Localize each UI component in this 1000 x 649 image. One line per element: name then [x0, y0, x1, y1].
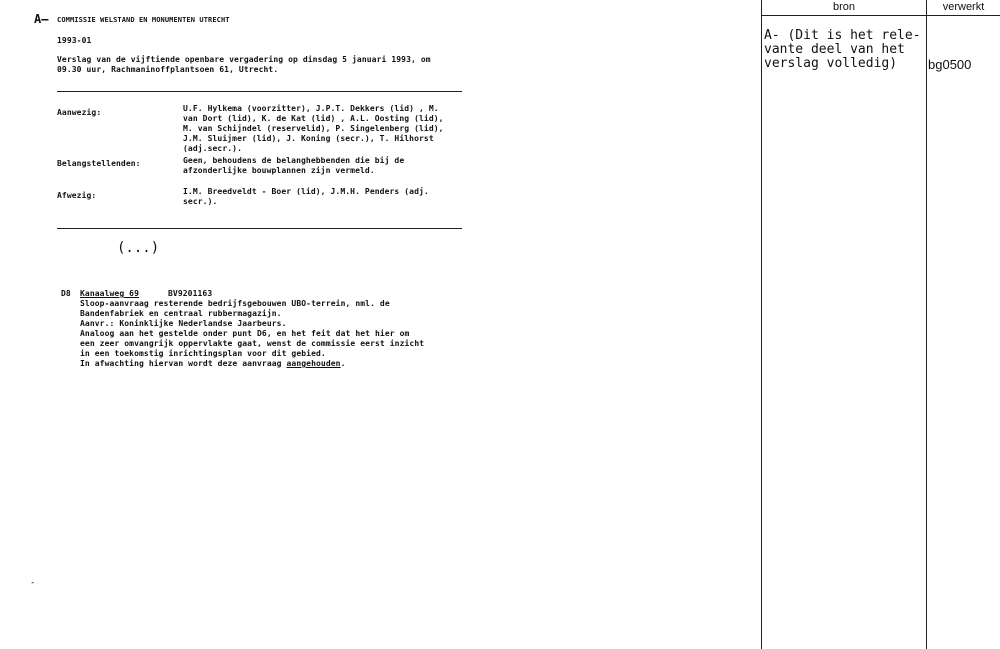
stakeholders-label: Belangstellenden: [57, 159, 141, 168]
bron-line: verslag volledig) [764, 56, 898, 71]
item-last-suffix: . [340, 359, 346, 368]
item-line: Aanvr.: Koninklijke Nederlandse Jaarbeurs. [80, 319, 287, 328]
absent-line: secr.). [183, 197, 218, 206]
item-line: in een toekomstig inrichtingsplan voor dit gebied. [80, 349, 326, 358]
divider-top [57, 91, 462, 92]
document-number: 1993-01 [57, 36, 92, 45]
document-header: COMMISSIE WELSTAND EN MONUMENTEN UTRECHT [57, 16, 230, 24]
absent-list [183, 187, 429, 207]
margin-marker: A— [34, 12, 49, 26]
item-decision: aangehouden [286, 359, 341, 368]
present-list [183, 104, 444, 154]
present-line: M. van Schijndel (reservelid), P. Singelenberg (lid), [183, 124, 444, 133]
bron-line: vante deel van het [764, 42, 905, 57]
item-line: Sloop-aanvraag resterende bedrijfsgebouwen UBO-terrein, nml. de [80, 299, 390, 308]
table-header-border [761, 15, 1000, 16]
item-code: D8 [61, 289, 71, 298]
intro-line-2: 09.30 uur, Rachmaninoffplantsoen 61, Utrecht. [57, 65, 279, 74]
item-last-line [80, 359, 424, 369]
item-line: Bandenfabriek en centraal rubbermagazijn. [80, 309, 282, 318]
item-body [80, 299, 424, 369]
item-line: Analoog aan het gestelde onder punt D6, en het feit dat het hier om [80, 329, 410, 338]
column-header-verwerkt: verwerkt [942, 1, 985, 13]
bron-line: A- (Dit is het rele- [764, 28, 921, 43]
item-ref: BV9201163 [168, 289, 213, 298]
stakeholders-list [183, 156, 404, 176]
divider-bottom [57, 228, 462, 229]
bron-note [764, 29, 921, 71]
intro-line-1: Verslag van de vijftiende openbare vergadering op dinsdag 5 januari 1993, om [57, 55, 431, 64]
present-line: J.M. Sluijmer (lid), J. Koning (secr.), T. Hilhorst [183, 134, 434, 143]
absent-label: Afwezig: [57, 191, 97, 200]
present-line: (adj.secr.). [183, 144, 242, 153]
stakeholders-line: afzonderlijke bouwplannen zijn vermeld. [183, 166, 375, 175]
absent-line: I.M. Breedveldt - Boer (lid), J.M.H. Penders (adj. [183, 187, 429, 196]
stakeholders-line: Geen, behoudens de belanghebbenden die bij de [183, 156, 405, 165]
item-last-prefix: In afwachting hiervan wordt deze aanvraag [80, 359, 287, 368]
item-street: Kanaalweg 69 [80, 289, 139, 298]
table-column-divider [926, 0, 927, 649]
present-line: U.F. Hylkema (voorzitter), J.P.T. Dekkers (lid) , M. [183, 104, 439, 113]
verwerkt-value: bg0500 [928, 57, 972, 72]
item-line: een zeer omvangrijk oppervlakte gaat, wenst de commissie eerst inzicht [80, 339, 425, 348]
ellipsis: (...) [117, 240, 160, 256]
margin-dash: - [30, 578, 36, 588]
column-header-bron: bron [832, 1, 856, 13]
table-left-border [761, 0, 762, 649]
present-label: Aanwezig: [57, 108, 102, 117]
present-line: van Dort (lid), K. de Kat (lid) , A.L. Oosting (lid), [183, 114, 444, 123]
